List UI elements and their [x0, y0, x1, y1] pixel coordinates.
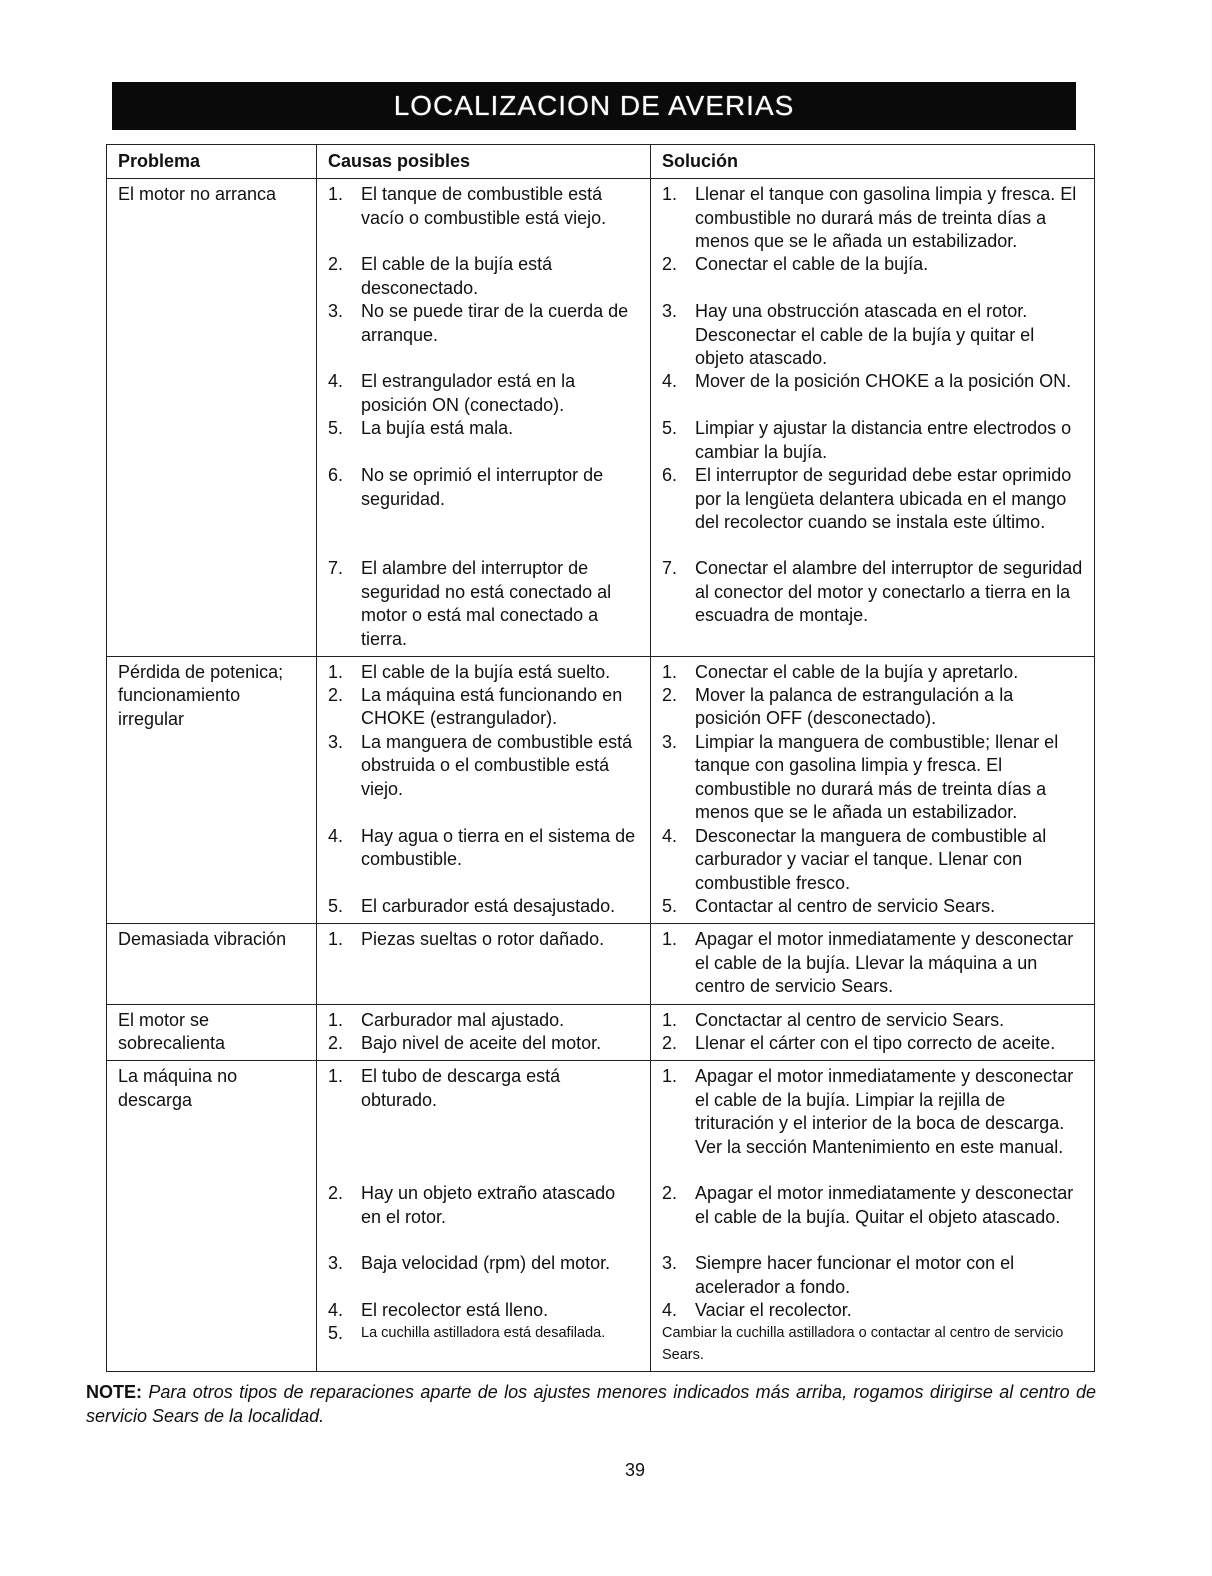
header-causes: Causas posibles — [317, 145, 651, 179]
solution-text: Conectar el alambre del interruptor de seguridad al conector del motor y conectarlo a tierra en la escuadra de montaje. — [695, 558, 1083, 626]
cause-text: La bujía está mala. — [361, 418, 514, 439]
cause-text: El cable de la bujía está suelto. — [361, 662, 611, 683]
cause-text: El alambre del interruptor de seguridad no está conectado al motor o está mal conectado a tierra. — [361, 558, 612, 649]
table-row — [107, 657, 1095, 924]
troubleshooting-table — [106, 144, 1095, 1372]
cause-text: El tubo de descarga está obturado. — [361, 1066, 561, 1110]
note-label: NOTE: — [86, 1382, 142, 1402]
cause-text: El cable de la bujía está desconectado. — [361, 254, 553, 298]
footnote — [86, 1380, 1096, 1428]
solution-text: Cambiar la cuchilla astilladora o contactar al centro de servicio Sears. — [662, 1325, 1064, 1364]
page-title: LOCALIZACION DE AVERIAS — [112, 82, 1076, 130]
solution-text: Siempre hacer funcionar el motor con el acelerador a fondo. — [695, 1253, 1015, 1297]
solution-text: Llenar el tanque con gasolina limpia y fresca. El combustible no durará más de treinta días a menos que se le añada un estabilizador. — [695, 184, 1077, 252]
cause-text: Piezas sueltas o rotor dañado. — [361, 929, 605, 950]
solution-text: Apagar el motor inmediatamente y desconectar el cable de la bujía. Llevar la máquina a un centro de servicio Sears. — [695, 929, 1074, 997]
cause-text: Carburador mal ajustado. — [361, 1009, 565, 1030]
solutions-cell: 1. Apagar el motor inmediatamente y desconectar el cable de la bujía. Llevar la máquina a un centro de servicio Sears. — [651, 924, 1095, 1004]
solutions-cell: 1. Apagar el motor inmediatamente y desconectar el cable de la bujía. Limpiar la rejilla de trituración y el interior de la boca de descarga. Ver la sección Mantenimiento en este manual. 2. Apagar el motor inmediatamente y desconectar el cable de la bujía. Quitar el objeto atascado. 3. Siempre hacer funcionar el motor con el acelerador a fondo. 4. Vaciar el recolector. Cambiar la cuchilla astilladora o contactar al centro de servicio Sears. — [651, 1061, 1095, 1372]
problem-cell: El motor se sobrecalienta — [107, 1004, 317, 1061]
solution-text: Apagar el motor inmediatamente y desconectar el cable de la bujía. Quitar el objeto atascado. — [695, 1183, 1074, 1227]
causes-cell: 1. El tanque de combustible está vacío o combustible está viejo. 2. El cable de la bujía está desconectado. 3. No se puede tirar de la cuerda de arranque. 4. El estrangulador está en la posición ON (conectado). 5. La bujía está mala. 6. No se oprimió el interruptor de seguridad. 7. El alambre del interruptor de seguridad no está conectado al motor o está mal conectado a tierra. — [317, 179, 651, 657]
table-row — [107, 1061, 1095, 1372]
causes-cell: 1. El cable de la bujía está suelto. 2. La máquina está funcionando en CHOKE (estrangulador). 3. La manguera de combustible está obstruida o el combustible está viejo. 4. Hay agua o tierra en el sistema de combustible. 5. El carburador está desajustado. — [317, 657, 651, 924]
solutions-cell: 1. Llenar el tanque con gasolina limpia y fresca. El combustible no durará más de treinta días a menos que se le añada un estabilizador. 2. Conectar el cable de la bujía. 3. Hay una obstrucción atascada en el rotor. Desconectar el cable de la bujía y quitar el objeto atascado. 4. Mover de la posición CHOKE a la posición ON. 5. Limpiar y ajustar la distancia entre electrodos o cambiar la bujía. 6. El interruptor de seguridad debe estar oprimido por la lengüeta delantera ubicada en el mango del recolector cuando se instala este último. 7. Conectar el alambre del interruptor de seguridad al conector del motor y conectarlo a tierra en la escuadra de montaje. — [651, 179, 1095, 657]
causes-cell: 1. Piezas sueltas o rotor dañado. — [317, 924, 651, 1004]
solution-text: Hay una obstrucción atascada en el rotor. Desconectar el cable de la bujía y quitar el objeto atascado. — [695, 301, 1035, 369]
solution-text: Contactar al centro de servicio Sears. — [695, 896, 996, 917]
problem-cell: El motor no arranca — [107, 179, 317, 657]
cause-text: Baja velocidad (rpm) del motor. — [361, 1253, 611, 1274]
cause-text: No se oprimió el interruptor de seguridad. — [361, 465, 604, 509]
cause-text: Hay un objeto extraño atascado en el rotor. — [361, 1183, 616, 1227]
causes-cell: 1. El tubo de descarga está obturado. 2. Hay un objeto extraño atascado en el rotor. 3. Baja velocidad (rpm) del motor. 4. El recolector está lleno. 5. La cuchilla astilladora está desafilada. — [317, 1061, 651, 1372]
cause-text: La manguera de combustible está obstruida o el combustible está viejo. — [361, 732, 633, 799]
cause-text: Hay agua o tierra en el sistema de combustible. — [361, 826, 636, 870]
cause-text: Bajo nivel de aceite del motor. — [361, 1033, 602, 1054]
cause-text: El recolector está lleno. — [361, 1300, 549, 1321]
table-row — [107, 179, 1095, 657]
cause-text: El carburador está desajustado. — [361, 896, 616, 917]
solution-text: Llenar el cárter con el tipo correcto de aceite. — [695, 1033, 1056, 1054]
header-problem: Problema — [107, 145, 317, 179]
header-solution: Solución — [651, 145, 1095, 179]
table-row — [107, 1004, 1095, 1061]
solution-text: Conctactar al centro de servicio Sears. — [695, 1009, 1005, 1030]
solution-text: Desconectar la manguera de combustible al carburador y vaciar el tanque. Llenar con combustible fresco. — [695, 826, 1047, 893]
solution-text: Mover de la posición CHOKE a la posición ON. — [695, 371, 1072, 392]
problem-cell: La máquina no descarga — [107, 1061, 317, 1372]
cause-text: El tanque de combustible está vacío o combustible está viejo. — [361, 184, 607, 228]
solution-text: Apagar el motor inmediatamente y desconectar el cable de la bujía. Limpiar la rejilla de trituración y el interior de la boca de descarga. Ver la sección Mantenimiento en este manual. — [695, 1066, 1074, 1157]
solutions-cell: 1. Conectar el cable de la bujía y apretarlo. 2. Mover la palanca de estrangulación a la posición OFF (desconectado). 3. Limpiar la manguera de combustible; llenar el tanque con gasolina limpia y fresca. El combustible no durará más de treinta días a menos que se le añada un estabilizador. 4. Desconectar la manguera de combustible al carburador y vaciar el tanque. Llenar con combustible fresco. 5. Contactar al centro de servicio Sears. — [651, 657, 1095, 924]
solution-text: Mover la palanca de estrangulación a la posición OFF (desconectado). — [695, 685, 1014, 729]
solution-text: Vaciar el recolector. — [695, 1300, 852, 1321]
causes-cell: 1. Carburador mal ajustado. 2. Bajo nivel de aceite del motor. — [317, 1004, 651, 1061]
cause-text: El estrangulador está en la posición ON (conectado). — [361, 371, 576, 415]
page-number: 39 — [624, 1460, 646, 1480]
problem-cell: Demasiada vibración — [107, 924, 317, 1004]
solution-text: Conectar el cable de la bujía y apretarlo. — [695, 662, 1019, 683]
table-row — [107, 924, 1095, 1004]
solution-text: Limpiar y ajustar la distancia entre electrodos o cambiar la bujía. — [695, 418, 1072, 462]
table-header-row — [107, 145, 1095, 179]
cause-text: No se puede tirar de la cuerda de arranque. — [361, 301, 629, 345]
cause-text: La cuchilla astilladora está desafilada. — [361, 1325, 606, 1342]
solution-text: Limpiar la manguera de combustible; llenar el tanque con gasolina limpia y fresca. El combustible no durará más de treinta días a menos que se le añada un estabilizador. — [695, 732, 1059, 823]
solutions-cell: 1. Conctactar al centro de servicio Sears. 2. Llenar el cárter con el tipo correcto de aceite. — [651, 1004, 1095, 1061]
note-text: Para otros tipos de reparaciones aparte de los ajustes menores indicados más arriba, rogamos dirigirse al centro de servicio Sears de la localidad. — [86, 1382, 1096, 1426]
solution-text: Conectar el cable de la bujía. — [695, 254, 929, 275]
solution-text: El interruptor de seguridad debe estar oprimido por la lengüeta delantera ubicada en el mango del recolector cuando se instala este último. — [695, 465, 1072, 533]
cause-text: La máquina está funcionando en CHOKE (estrangulador). — [361, 685, 623, 729]
problem-cell: Pérdida de potenica; funcionamiento irregular — [107, 657, 317, 924]
